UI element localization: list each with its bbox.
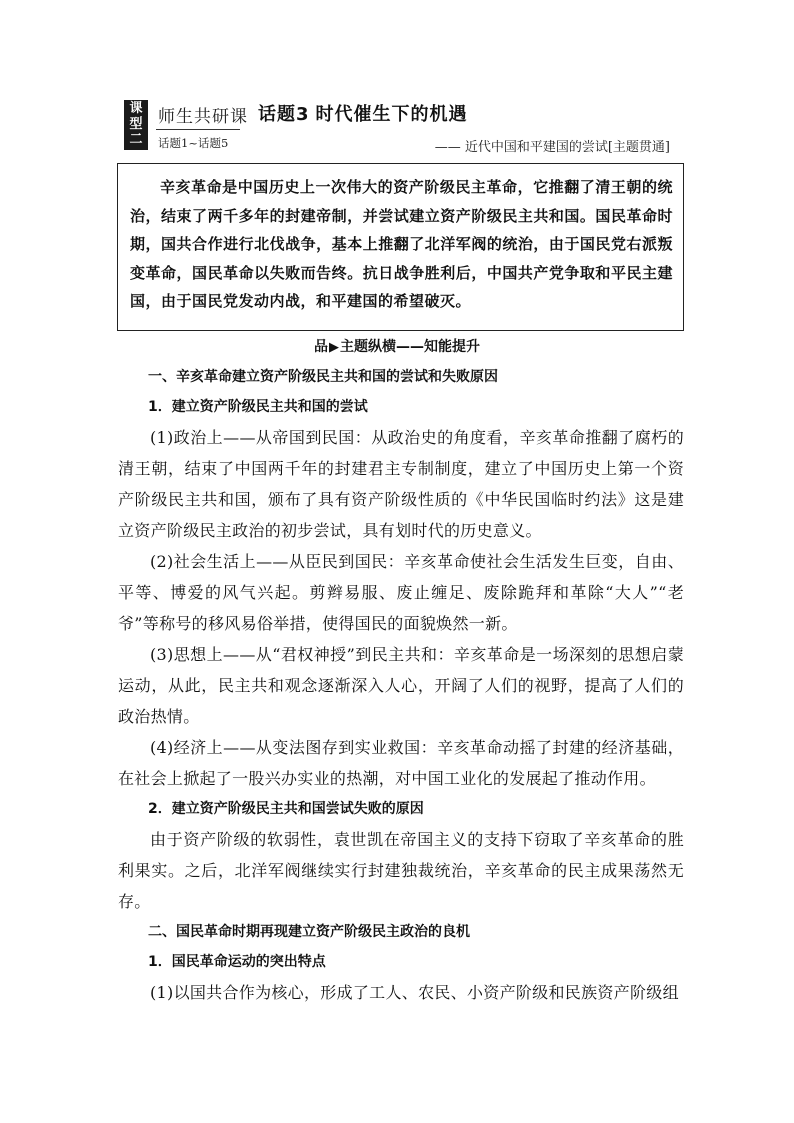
subsection-heading: 1．建立资产阶级民主共和国的尝试 <box>148 399 368 415</box>
section-heading: 一、辛亥革命建立资产阶级民主共和国的尝试和失败原因 <box>148 369 498 385</box>
page-subtitle: —— 近代中国和平建国的尝试[主题贯通] <box>434 140 670 155</box>
section-heading: 二、国民革命时期再现建立资产阶级民主政治的良机 <box>148 924 470 940</box>
topic-number: 话题3 <box>258 104 310 125</box>
paragraph: (3)思想上——从“君权神授”到民主共和：辛亥革命是一场深刻的思想启蒙运动，从此，民主共和观念逐渐深入人心，开阔了人们的视野，提高了人们的政治热情。 <box>118 645 684 726</box>
course-range: 话题1~话题5 <box>158 136 229 150</box>
tag-char: 二 <box>129 132 143 147</box>
section-banner <box>0 336 794 356</box>
paragraph: (4)经济上——从变法图存到实业救国：辛亥革命动摇了封建的经济基础，在社会上掀起了一股兴办实业的热潮，对中国工业化的发展起了推动作用。 <box>118 738 684 788</box>
topic-title: 时代催生下的机遇 <box>315 104 468 125</box>
main-content <box>118 362 684 1008</box>
tag-char: 课 <box>129 101 143 116</box>
banner-text: 主题纵横——知能提升 <box>340 339 480 355</box>
paragraph: (2)社会生活上——从臣民到国民：辛亥革命使社会生活发生巨变，自由、平等、博爱的风气兴起。剪辫易服、废止缠足、废除跪拜和革除“大人”“老爷”等称号的移风易俗举措，使得国民的面貌焕然一新。 <box>118 552 684 633</box>
course-name: 师生共研课 <box>158 107 248 127</box>
intro-box <box>117 163 684 331</box>
paragraph: 由于资产阶级的软弱性，袁世凯在帝国主义的支持下窃取了辛亥革命的胜利果实。之后，北洋军阀继续实行封建独裁统治，辛亥革命的民主成果荡然无存。 <box>118 830 684 911</box>
tag-char: 型 <box>129 116 143 132</box>
intro-text: 辛亥革命是中国历史上一次伟大的资产阶级民主革命，它推翻了清王朝的统治，结束了两千多年的封建帝制，并尝试建立资产阶级民主共和国。国民革命时期，国共合作进行北伐战争，基本上推翻了北洋军阀的统治，由于国民党右派叛变革命，国民革命以失败而告终。抗日战争胜利后，中国共产党争取和平民主建国，由于国民党发动内战，和平建国的希望破灭。 <box>130 178 673 310</box>
subsection-heading: 2．建立资产阶级民主共和国尝试失败的原因 <box>148 801 424 817</box>
lesson-header <box>118 98 678 156</box>
play-arrow-icon: ▶ <box>329 340 339 355</box>
paragraph: (1)以国共合作为核心，形成了工人、农民、小资产阶级和民族资产阶级组 <box>150 983 679 1002</box>
lesson-type-tag <box>124 100 148 150</box>
paragraph: (1)政治上——从帝国到民国：从政治史的角度看，辛亥革命推翻了腐朽的清王朝，结束了中国两千年的封建君主专制制度，建立了中国历史上第一个资产阶级民主共和国，颁布了具有资产阶级性质的《中华民国临时约法》这是建立资产阶级民主政治的初步尝试，具有划时代的历史意义。 <box>118 428 684 540</box>
banner-prefix: 品 <box>314 339 328 355</box>
page-title <box>258 100 474 126</box>
divider <box>156 129 240 130</box>
subsection-heading: 1．国民革命运动的突出特点 <box>148 954 326 970</box>
